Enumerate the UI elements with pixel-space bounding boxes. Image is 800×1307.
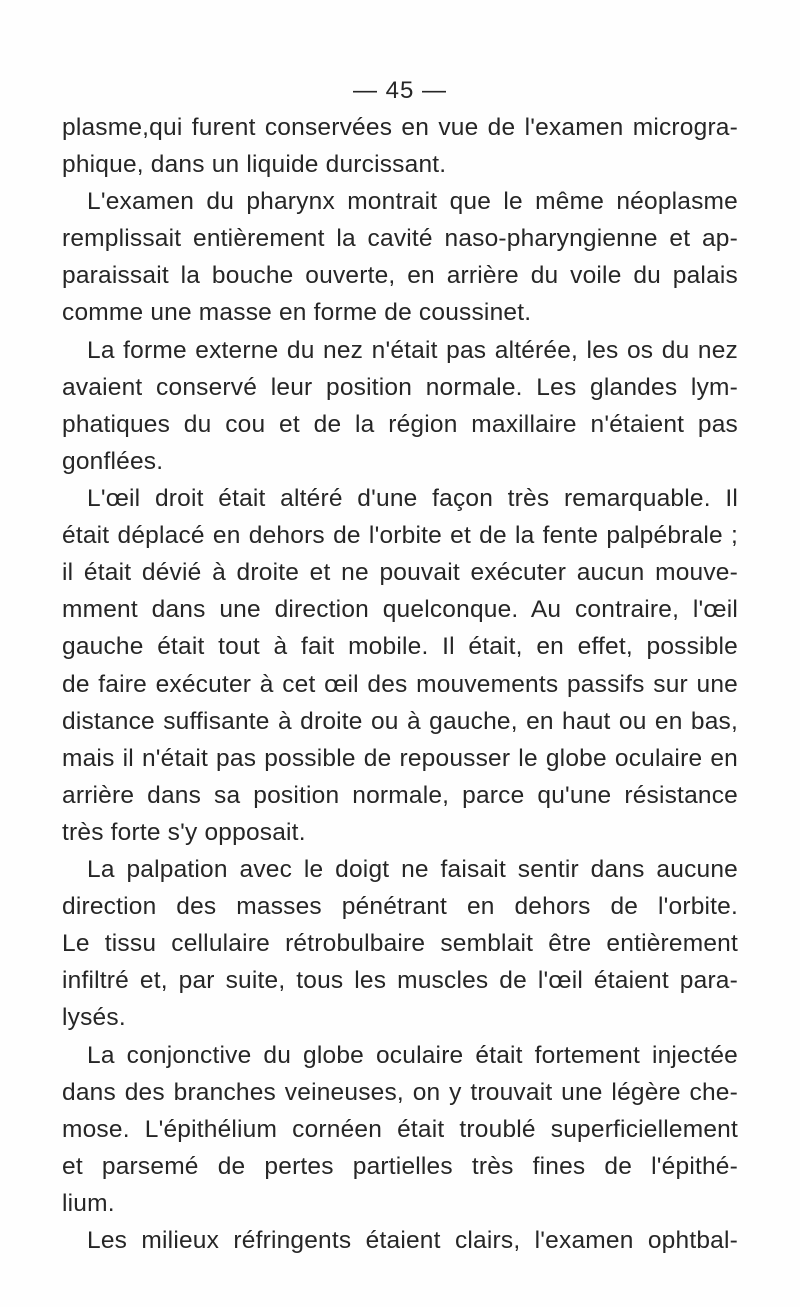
text-line: paraissait la bouche ouverte, en arrière du voile du palais [62, 262, 738, 289]
text-line: L'œil droit était altéré d'une façon très remarquable. Il [87, 485, 738, 512]
text-line: L'examen du pharynx montrait que le même néoplasme [87, 188, 738, 215]
text-line: et parsemé de pertes partielles très fines de l'épithé- [62, 1153, 738, 1180]
text-line: lysés. [62, 1004, 126, 1031]
text-line: mais il n'était pas possible de repousser le globe oculaire en [62, 745, 738, 772]
text-line: Le tissu cellulaire rétrobulbaire semblait être entièrement [62, 930, 738, 957]
text-line: gonflées. [62, 448, 164, 475]
text-line: lium. [62, 1190, 115, 1217]
text-line: remplissait entièrement la cavité naso-pharyngienne et ap- [62, 225, 738, 252]
text-line: dans des branches veineuses, on y trouvait une légère che- [62, 1079, 738, 1106]
text-line: phique, dans un liquide durcissant. [62, 151, 447, 178]
text-line: avaient conservé leur position normale. Les glandes lym- [62, 374, 738, 401]
text-line: distance suffisante à droite ou à gauche, en haut ou en bas, [62, 708, 738, 735]
text-line: arrière dans sa position normale, parce qu'une résistance [62, 782, 738, 809]
text-line: phatiques du cou et de la région maxillaire n'étaient pas [62, 411, 738, 438]
text-line: il était dévié à droite et ne pouvait exécuter aucun mouve- [62, 559, 738, 586]
text-line: La forme externe du nez n'était pas altérée, les os du nez [87, 337, 738, 364]
text-line: plasme,qui furent conservées en vue de l'examen microgra- [62, 114, 738, 141]
text-line: direction des masses pénétrant en dehors de l'orbite. [62, 893, 738, 920]
text-line: très forte s'y opposait. [62, 819, 306, 846]
text-line: gauche était tout à fait mobile. Il était, en effet, possible [62, 633, 738, 660]
text-line: mment dans une direction quelconque. Au contraire, l'œil [62, 596, 738, 623]
text-line: Les milieux réfringents étaient clairs, l'examen ophtbal- [87, 1227, 738, 1254]
text-line: La palpation avec le doigt ne faisait sentir dans aucune [87, 856, 738, 883]
text-line: infiltré et, par suite, tous les muscles de l'œil étaient para- [62, 967, 738, 994]
text-line: comme une masse en forme de coussinet. [62, 299, 532, 326]
text-line: mose. L'épithélium cornéen était troublé superficiellement [62, 1116, 738, 1143]
text-line: de faire exécuter à cet œil des mouvements passifs sur une [62, 671, 738, 698]
page-number: — 45 — [352, 77, 448, 104]
text-line: était déplacé en dehors de l'orbite et de la fente palpébrale ; [62, 522, 738, 549]
text-line: La conjonctive du globe oculaire était fortement injectée [87, 1042, 738, 1069]
